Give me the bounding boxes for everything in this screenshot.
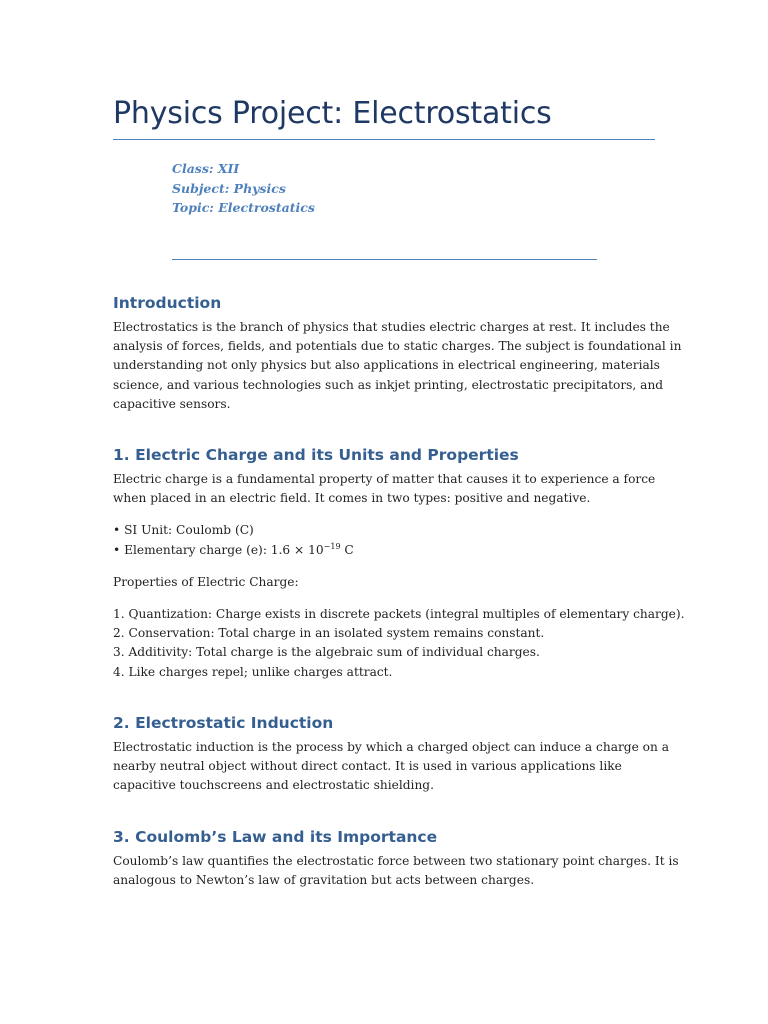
- elementary-charge-unit: C: [340, 542, 354, 557]
- bullet-elementary-charge: [113, 541, 673, 560]
- elementary-charge-exponent: −19: [323, 541, 341, 551]
- elementary-charge-base: • Elementary charge (e): 1.6 × 10: [113, 542, 324, 557]
- section-paragraph: [113, 738, 673, 796]
- text-line: analysis of forces, fields, and potentials due to static charges. The subject is foundational in: [113, 339, 682, 354]
- bullet-si-unit: • SI Unit: Coulomb (C): [113, 523, 254, 538]
- meta-subject: Subject: Physics: [172, 180, 286, 196]
- text-line: capacitive touchscreens and electrostatic shielding.: [113, 778, 434, 793]
- section-electric-charge: [113, 444, 685, 682]
- text-line: nearby neutral object without direct contact. It is used in various applications like: [113, 759, 622, 774]
- text-line: science, and various technologies such as inkjet printing, electrostatic precipitators, and: [113, 377, 664, 392]
- page-title: Physics Project: Electrostatics: [113, 96, 552, 131]
- text-line: understanding not only physics but also applications in electrical engineering, materials: [113, 358, 660, 373]
- project-meta: [172, 159, 315, 218]
- properties-list: [113, 605, 685, 682]
- section-electrostatic-induction: [113, 712, 673, 796]
- list-item: 2. Conservation: Total charge in an isolated system remains constant.: [113, 626, 545, 641]
- list-item: 3. Additivity: Total charge is the algebraic sum of individual charges.: [113, 645, 540, 660]
- section-heading: 3. Coulomb’s Law and its Importance: [113, 828, 438, 846]
- properties-label: Properties of Electric Charge:: [113, 574, 299, 589]
- text-line: Electrostatics is the branch of physics that studies electric charges at rest. It includes the: [113, 320, 670, 334]
- unit-bullet-list: [113, 521, 673, 559]
- section-heading: Introduction: [113, 294, 222, 312]
- meta-class: Class: XII: [172, 161, 240, 176]
- section-introduction: [113, 292, 682, 414]
- text-line: capacitive sensors.: [113, 396, 231, 411]
- list-item: 4. Like charges repel; unlike charges attract.: [113, 664, 393, 679]
- list-item: 1. Quantization: Charge exists in discrete packets (integral multiples of elementary charge).: [113, 607, 685, 622]
- text-line: when placed in an electric field. It comes in two types: positive and negative.: [113, 491, 591, 506]
- section-paragraph: [113, 318, 682, 414]
- section-coulombs-law: [113, 826, 679, 890]
- meta-divider: [172, 259, 597, 260]
- text-line: Electrostatic induction is the process by which a charged object can induce a charge on a: [113, 740, 669, 754]
- meta-topic: Topic: Electrostatics: [172, 200, 315, 215]
- section-heading: 2. Electrostatic Induction: [113, 714, 334, 732]
- section-heading: 1. Electric Charge and its Units and Properties: [113, 446, 519, 464]
- text-line: analogous to Newton’s law of gravitation but acts between charges.: [113, 873, 535, 888]
- title-underline: [113, 139, 655, 140]
- section-paragraph: [113, 470, 673, 508]
- section-paragraph: [113, 852, 679, 890]
- text-line: Electric charge is a fundamental property of matter that causes it to experience a force: [113, 472, 656, 486]
- text-line: Coulomb’s law quantifies the electrostatic force between two stationary point charges. It is: [113, 854, 679, 868]
